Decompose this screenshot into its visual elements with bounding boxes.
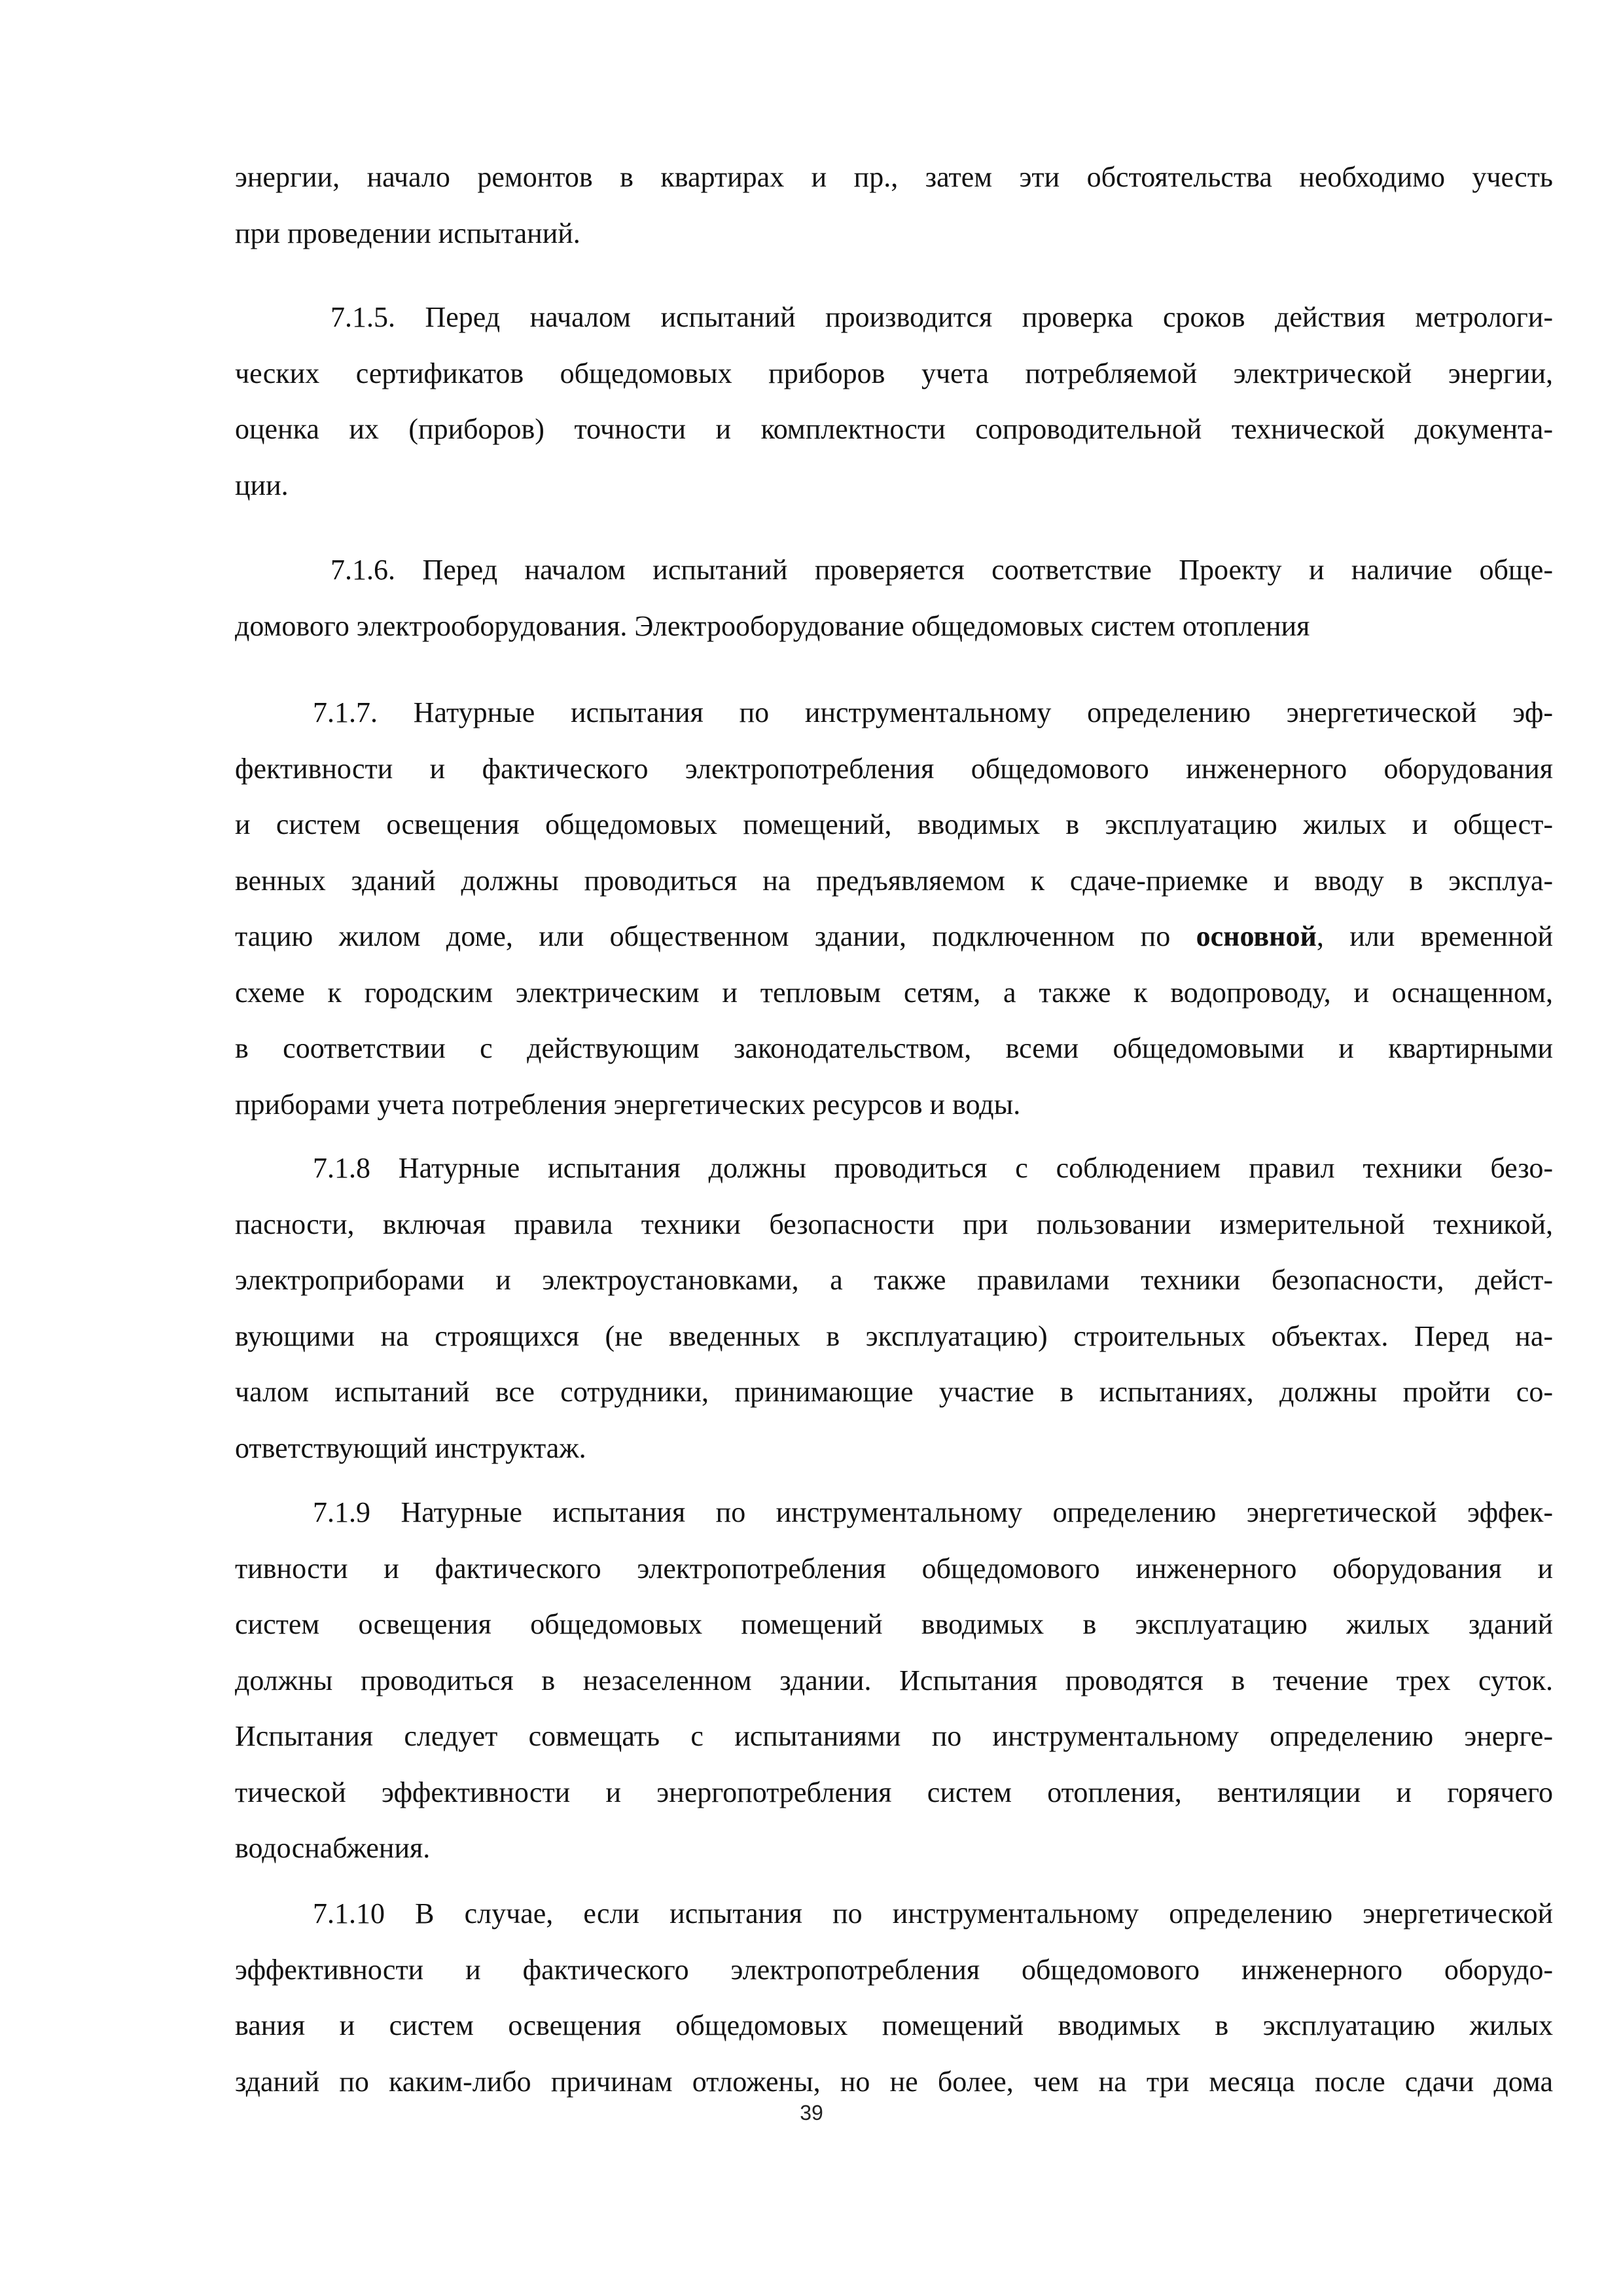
text-line: и систем освещения общедомовых помещений, вводимых в эксплуатацию жилых и общест- [235, 808, 1553, 840]
text-line: зданий по каким-либо причинам отложены, но не более, чем на три месяца после сдачи дома [235, 2065, 1553, 2098]
text-line: фективности и фактического электропотребления общедомового инженерного оборудования [235, 752, 1553, 785]
text-line: 7.1.6. Перед началом испытаний проверяется соответствие Проекту и наличие обще- [330, 554, 1553, 586]
text-line: схеме к городским электрическим и тепловым сетям, а также к водопроводу, и оснащенном, [235, 976, 1553, 1009]
text-line: 7.1.5. Перед началом испытаний производится проверка сроков действия метрологи- [330, 301, 1553, 333]
text-line: 7.1.8 Натурные испытания должны проводиться с соблюдением правил техники безо- [313, 1152, 1553, 1184]
text-line: систем освещения общедомовых помещений вводимых в эксплуатацию жилых зданий [235, 1608, 1553, 1640]
text-line: ответствующий инструктаж. [235, 1431, 586, 1464]
text-line: домового электрооборудования. Электрооборудование общедомовых систем отопления [235, 609, 1310, 642]
text-line: тивности и фактического электропотребления общедомового инженерного оборудования и [235, 1552, 1553, 1585]
text-line: ции. [235, 469, 289, 501]
text-line: 7.1.10 В случае, если испытания по инструментальному определению энергетической [313, 1897, 1553, 1929]
text-line: эффективности и фактического электропотребления общедомового инженерного оборудо- [235, 1953, 1553, 1986]
paragraph-7-1-5 [235, 289, 1553, 513]
text-line: энергии, начало ремонтов в квартирах и пр., затем эти обстоятельства необходимо учесть [235, 161, 1553, 193]
text-line: вания и систем освещения общедомовых помещений вводимых в эксплуатацию жилых [235, 2009, 1553, 2041]
text-line: должны проводиться в незаселенном здании. Испытания проводятся в течение трех суток. [235, 1664, 1553, 1696]
bold-text: основной [1196, 920, 1317, 952]
paragraph-7-1-8 [235, 1140, 1553, 1476]
text-line: ческих сертификатов общедомовых приборов учета потребляемой электрической энергии, [235, 357, 1553, 389]
paragraph-7-1-6 [235, 542, 1553, 654]
text-line-with-bold [235, 908, 1553, 965]
text-line: 7.1.9 Натурные испытания по инструментальному определению энергетической эффек- [313, 1496, 1553, 1528]
text-segment: тацию жилом доме, или общественном здании, подключенном по [235, 920, 1196, 952]
text-line: оценка их (приборов) точности и комплектности сопроводительной технической документа- [235, 413, 1553, 445]
text-line: водоснабжения. [235, 1832, 431, 1864]
paragraph-7-1-9 [235, 1484, 1553, 1876]
paragraph-continuation [235, 149, 1553, 261]
text-line: приборами учета потребления энергетических ресурсов и воды. [235, 1088, 1021, 1121]
text-line: электроприборами и электроустановками, а также правилами техники безопасности, дейст- [235, 1264, 1553, 1296]
text-line: вующими на строящихся (не введенных в эксплуатацию) строительных объектах. Перед на- [235, 1319, 1553, 1352]
text-line: в соответствии с действующим законодательством, всеми общедомовыми и квартирными [235, 1032, 1553, 1064]
text-line: при проведении испытаний. [235, 217, 580, 249]
text-line: пасности, включая правила техники безопасности при пользовании измерительной техникой, [235, 1208, 1553, 1240]
page-number: 39 [800, 2101, 823, 2125]
text-line: тической эффективности и энергопотребления систем отопления, вентиляции и горячего [235, 1776, 1553, 1808]
paragraph-7-1-7 [235, 685, 1553, 1132]
text-line: 7.1.7. Натурные испытания по инструментальному определению энергетической эф- [313, 696, 1553, 728]
text-line: Испытания следует совмещать с испытаниями по инструментальному определению энерге- [235, 1720, 1553, 1752]
text-line: чалом испытаний все сотрудники, принимающие участие в испытаниях, должны пройти со- [235, 1376, 1553, 1408]
text-segment: , или временной [1316, 920, 1553, 952]
text-line: венных зданий должны проводиться на предъявляемом к сдаче-приемке и вводу в эксплуа- [235, 864, 1553, 897]
paragraph-7-1-10 [235, 1886, 1553, 2109]
